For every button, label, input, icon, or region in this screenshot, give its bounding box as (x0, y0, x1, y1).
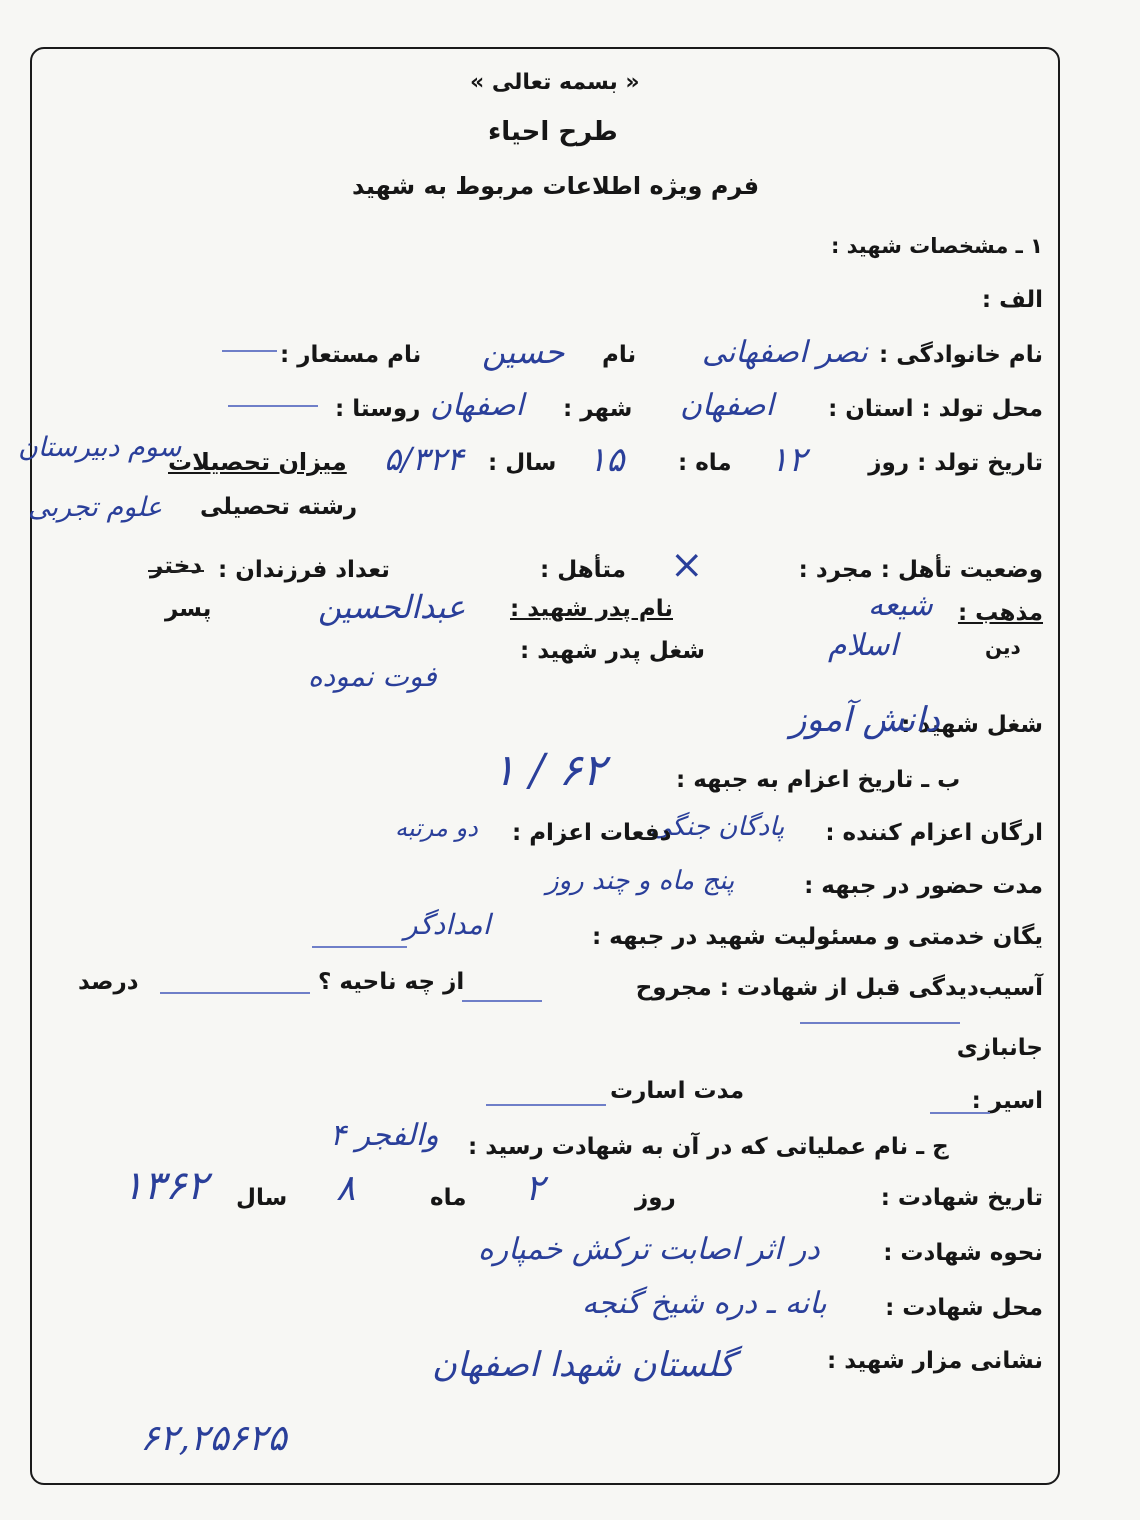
father-name-label: نام پدر شهید : (510, 596, 673, 622)
father-name-value: عبدالحسین (318, 588, 466, 626)
captivity-line (486, 1104, 606, 1106)
deploy-date-value: ۶۲ / ۱ (492, 745, 606, 796)
front-duration-label: مدت حضور در جبهه : (804, 873, 1043, 899)
education-label: میزان تحصیلات (168, 448, 347, 476)
married-mark: × (670, 542, 704, 588)
married-label: متأهل : (540, 557, 626, 583)
religion-value: اسلام (828, 628, 898, 663)
alias-line (222, 350, 277, 352)
martyrdom-date-label: تاریخ شهادت : (880, 1185, 1043, 1211)
unit-role-value: امدادگر (404, 908, 491, 941)
birth-month-value: ۱۵ (588, 440, 625, 480)
percent-label: درصد (78, 969, 139, 995)
martyr-job-label: شغل شهید : (901, 712, 1043, 738)
first-name-value: حسین (482, 333, 565, 371)
injury-line (462, 1000, 542, 1002)
son-label: پسر (165, 596, 212, 622)
family-name-value: نصر اصفهانی (702, 335, 868, 370)
captive-line (930, 1112, 990, 1114)
unit-role-label: یگان خدمتی و مسئولیت شهید در جبهه : (591, 924, 1043, 950)
unit-role-line (312, 946, 407, 948)
martyrdom-day-value: ۲ (525, 1168, 545, 1209)
deploy-date-label: ب ـ تاریخ اعزام به جبهه : (676, 767, 961, 793)
place-value: بانه ـ دره شیخ گنجه (582, 1286, 827, 1321)
manner-label: نحوه شهادت : (883, 1240, 1043, 1266)
which-area-line (160, 992, 310, 994)
form-title: فرم ویژه اطلاعات مربوط به شهید (352, 172, 760, 200)
year-label: سال : (488, 450, 557, 476)
basmala: « بسمه تعالی » (470, 70, 640, 95)
birth-day-value: ۱۲ (770, 440, 807, 480)
village-line (228, 405, 318, 407)
martyr-job-value: دانش آموز (790, 700, 940, 740)
children-label: تعداد فرزندان : (218, 557, 390, 583)
year2-label: سال (236, 1185, 288, 1211)
front-duration-value: پنج ماه و چند روز (546, 866, 735, 896)
dispatch-count-value: دو مرتبه (395, 814, 478, 842)
village-label: روستا : (335, 396, 421, 422)
file-number: ۶۲,۲۵۶۲۵ (140, 1418, 287, 1459)
section-1-title: ۱ ـ مشخصات شهید : (830, 234, 1043, 258)
daughter-label: دختر (150, 553, 203, 579)
place-label: محل شهادت : (885, 1295, 1043, 1321)
field-value: علوم تجربی (28, 492, 163, 523)
month2-label: ماه (430, 1185, 467, 1211)
section-alef: الف : (981, 287, 1043, 313)
captive-label: اسیر : (971, 1088, 1043, 1114)
captivity-label: مدت اسارت (610, 1078, 745, 1104)
father-job-value: فوت نموده (308, 660, 437, 693)
martyrdom-month-value: ۸ (336, 1168, 356, 1209)
city-label: شهر : (563, 396, 633, 422)
operation-label: ج ـ نام عملیاتی که در آن به شهادت رسید : (468, 1134, 949, 1160)
father-job-label: شغل پدر شهید : (520, 638, 705, 664)
operation-value: والفجر ۴ (330, 1118, 439, 1153)
birth-date-label: تاریخ تولد : روز (868, 450, 1043, 476)
month-label: ماه : (678, 450, 732, 476)
manner-value: در اثر اصابت ترکش خمپاره (478, 1232, 820, 1267)
grave-value: گلستان شهدا اصفهان (432, 1345, 735, 1385)
dispatch-org-label: ارگان اعزام کننده : (825, 820, 1043, 846)
sect-value: شیعه (868, 588, 933, 623)
day-label: روز (635, 1185, 676, 1211)
family-name-label: نام خانوادگی : (879, 342, 1043, 368)
education-value: سوم دبیرستان (18, 432, 182, 463)
marital-label: وضعیت تأهل : مجرد : (798, 557, 1043, 583)
dispatch-count-label: دفعات اعزام : (512, 820, 672, 846)
dispatch-org-value: پادگان جنگی (650, 812, 785, 842)
birth-place-label: محل تولد : استان : (828, 396, 1043, 422)
religion-label: دین (985, 635, 1021, 659)
daughter-line (148, 570, 204, 572)
city-value: اصفهان (430, 388, 524, 423)
program-title: طرح احیاء (488, 117, 618, 147)
field-label: رشته تحصیلی (200, 494, 358, 520)
which-area-label: از چه ناحیه ؟ (318, 969, 465, 995)
veteran-line (800, 1022, 960, 1024)
sect-label: مذهب : (957, 600, 1043, 626)
veteran-label: جانبازی (956, 1035, 1043, 1061)
birth-year-value: ۵/۳۲۴ (384, 440, 464, 478)
grave-label: نشانی مزار شهید : (827, 1348, 1043, 1374)
alias-label: نام مستعار : (280, 342, 422, 368)
injury-label: آسیب‌دیدگی قبل از شهادت : مجروح (635, 975, 1043, 1001)
first-name-label: نام (602, 342, 637, 368)
province-value: اصفهان (680, 388, 774, 423)
martyrdom-year-value: ۱۳۶۲ (122, 1163, 208, 1209)
